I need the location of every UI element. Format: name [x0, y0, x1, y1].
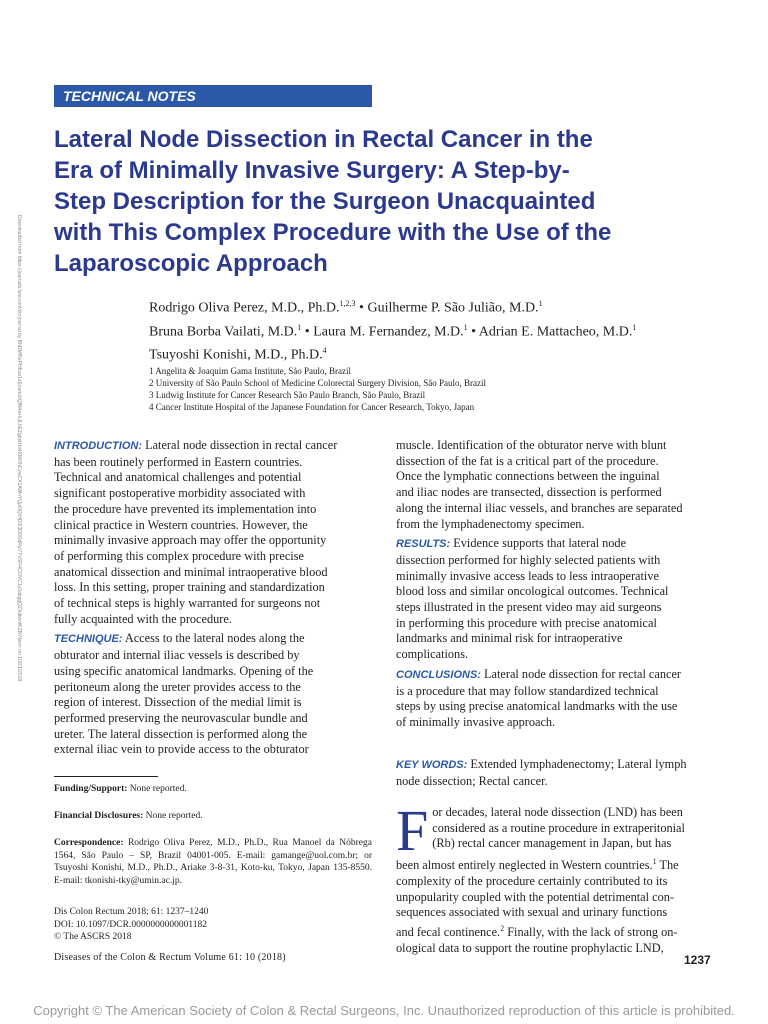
- author-separator: •: [301, 324, 314, 340]
- affiliation: 2 University of São Paulo School of Medicine Colorectal Surgery Division, São Paulo, Brazil: [149, 378, 487, 388]
- affiliation: 3 Ludwig Institute for Cancer Research São Paulo Branch, São Paulo, Brazil: [149, 390, 426, 400]
- abstract-right-column: [396, 438, 716, 731]
- correspondence-note: Correspondence: Rodrigo Oliva Perez, M.D., Ph.D., Rua Manoel da Nóbrega 1564, São Paulo – SP, Brazil 04001-005. E-mail: gamange@uol.com.br; or Tsuyoshi Konishi, M.D., Ph.D., Ariake 3-8-31, Koto-ku, Tokyo, Japan 135-8550. E-mail: tkonishi-tky@umin.ac.jp.: [54, 838, 372, 886]
- citation-info: [54, 906, 372, 944]
- download-notice: Downloaded from https://journals.lww.com/dcrjournal by BhDMf5ePHKav1zEoum1tQfN4a+kJLhEZgbsIHo4XMi0hCywCX1AWnYQp/IlQrHD3i3D0OdRyi7TvSFl4Cf3VC1y0abggQZXdtwnfKZBYtws= on 10/21/2018: [16, 215, 22, 682]
- introduction-body: F or decades, lateral node dissection (LND) has been considered as a routine procedure in extraperitonial (Rb) rectal cancer management in Japan, but has been almost entirely neglected in Western countries.$^1$ The complexity of the procedure certainly contributed to its unpopularity coupled with the potential detrimental con- sequences associated with sexual and urinary functions and fecal continence.$^2$ Finally, with the lack of strong on- ological data to support the routine prophylactic LND,: [396, 798, 685, 955]
- author-line: [149, 341, 749, 365]
- abstract-introduction: INTRODUCTION: Lateral node dissection in rectal cancer has been routinely performed in Eastern countries. Technical and anatomical challenges and potential significant postoperative morbidity associated with the procedure have prevented its implementation into clinical practice in Western countries. However, the minimally invasive approach may offer the opportunity of performing this complex procedure with precise anatomical dissection and minimal intraoperative blood loss. In this setting, proper training and standardization of technical steps is highly warranted for surgeons not fully acquainted with the procedure.: [54, 438, 338, 626]
- abstract-conclusions: CONCLUSIONS: Lateral node dissection for rectal cancer is a procedure that may follow standardized technical steps by using precise anatomical landmarks with the use of minimally invasive approach.: [396, 666, 682, 729]
- author-name: Rodrigo Oliva Perez, M.D., Ph.D.: [149, 300, 340, 316]
- page-number: 1237: [684, 953, 711, 967]
- journal-footer: Diseases of the Colon & Rectum Volume 61: 10 (2018): [54, 952, 286, 963]
- author-affiliation-ref: 1,2,3: [339, 299, 356, 308]
- keywords: KEY WORDS: Extended lymphadenectomy; Lateral lymph node dissection; Rectal cancer.: [396, 757, 687, 788]
- doi: DOI: 10.1097/DCR.0000000000001182: [54, 919, 207, 930]
- author-name: Adrian E. Mattacheo, M.D.: [478, 324, 633, 340]
- author-name: Laura M. Fernandez, M.D.: [313, 324, 464, 340]
- author-affiliation-ref: 4: [322, 346, 327, 356]
- author-list: [149, 294, 749, 365]
- title-line: with This Complex Procedure with the Use of the: [54, 219, 612, 246]
- affiliations: [149, 365, 729, 413]
- title-line: Laparoscopic Approach: [54, 250, 328, 277]
- author-name: Guilherme P. São Julião, M.D.: [367, 300, 539, 316]
- article-title: [54, 124, 734, 279]
- copyright-notice: Copyright © The American Society of Colon & Rectal Surgeons, Inc. Unauthorized reproduction of this article is prohibited.: [33, 1003, 735, 1018]
- footnote-divider: [54, 776, 158, 777]
- author-separator: •: [467, 324, 479, 340]
- author-affiliation-ref: 1: [632, 322, 637, 332]
- title-line: Step Description for the Surgeon Unacquainted: [54, 188, 596, 215]
- affiliation: 4 Cancer Institute Hospital of the Japanese Foundation for Cancer Research, Tokyo, Japan: [149, 402, 475, 412]
- copyright-line: © The ASCRS 2018: [54, 932, 132, 942]
- affiliation: 1 Angelita & Joaquim Gama Institute, São Paulo, Brazil: [149, 366, 351, 376]
- keywords-label: KEY WORDS:: [396, 759, 468, 771]
- abstract-left-column: [54, 438, 372, 758]
- disclosures-note: Financial Disclosures: None reported.: [54, 811, 203, 821]
- abstract-technique: TECHNIQUE: Access to the lateral nodes along the obturator and internal iliac vessels is described by using specific anatomical landmarks. Opening of the peritoneum along the ureter provides access to the region of interest. Dissection of the medial limit is performed preserving the neurovascular bundle and ureter. The lateral dissection is performed along the external iliac vein to provide access to the obturator: [54, 631, 314, 757]
- author-affiliation-ref: 1: [297, 322, 302, 332]
- abstract-technique-continued: muscle. Identification of the obturator nerve with blunt dissection of the fat is a critical part of the procedure. Once the lymphatic connections between the inguinal and iliac nodes are transected, dissection is performed along the internal iliac vessels, and branches are separated from the lymphadenectomy specimen.: [396, 438, 683, 531]
- author-line: [149, 318, 749, 342]
- author-line: [149, 294, 749, 318]
- author-name: Tsuyoshi Konishi, M.D., Ph.D.: [149, 347, 323, 363]
- abstract-results: RESULTS: Evidence supports that lateral node dissection performed for highly selected patients with minimally invasive access leads to less intraoperative blood loss and similar oncological outcomes. Technical steps illustrated in the present video may aid surgeons in performing this procedure with precise anatomical landmarks and minimal risk for intraoperative complications.: [396, 536, 669, 662]
- reference-marker: 1: [652, 857, 657, 866]
- author-affiliation-ref: 1: [463, 322, 468, 332]
- author-affiliation-ref: 1: [538, 299, 543, 308]
- reference-marker: 2: [500, 923, 505, 933]
- title-line: Lateral Node Dissection in Rectal Cancer in the: [54, 126, 593, 153]
- section-banner: TECHNICAL NOTES: [54, 85, 372, 107]
- results-label: RESULTS:: [396, 538, 451, 551]
- technique-label: TECHNIQUE:: [54, 633, 123, 646]
- citation: Dis Colon Rectum 2018; 61: 1237–1240: [54, 907, 209, 917]
- drop-cap: F: [396, 798, 429, 863]
- introduction-label: INTRODUCTION:: [54, 440, 142, 452]
- author-separator: •: [355, 300, 368, 316]
- title-line: Era of Minimally Invasive Surgery: A Step-by-: [54, 157, 570, 184]
- author-name: Bruna Borba Vailati, M.D.: [149, 324, 298, 340]
- funding-note: Funding/Support: None reported.: [54, 784, 187, 794]
- download-sidebar: [12, 215, 32, 815]
- conclusions-label: CONCLUSIONS:: [396, 668, 481, 681]
